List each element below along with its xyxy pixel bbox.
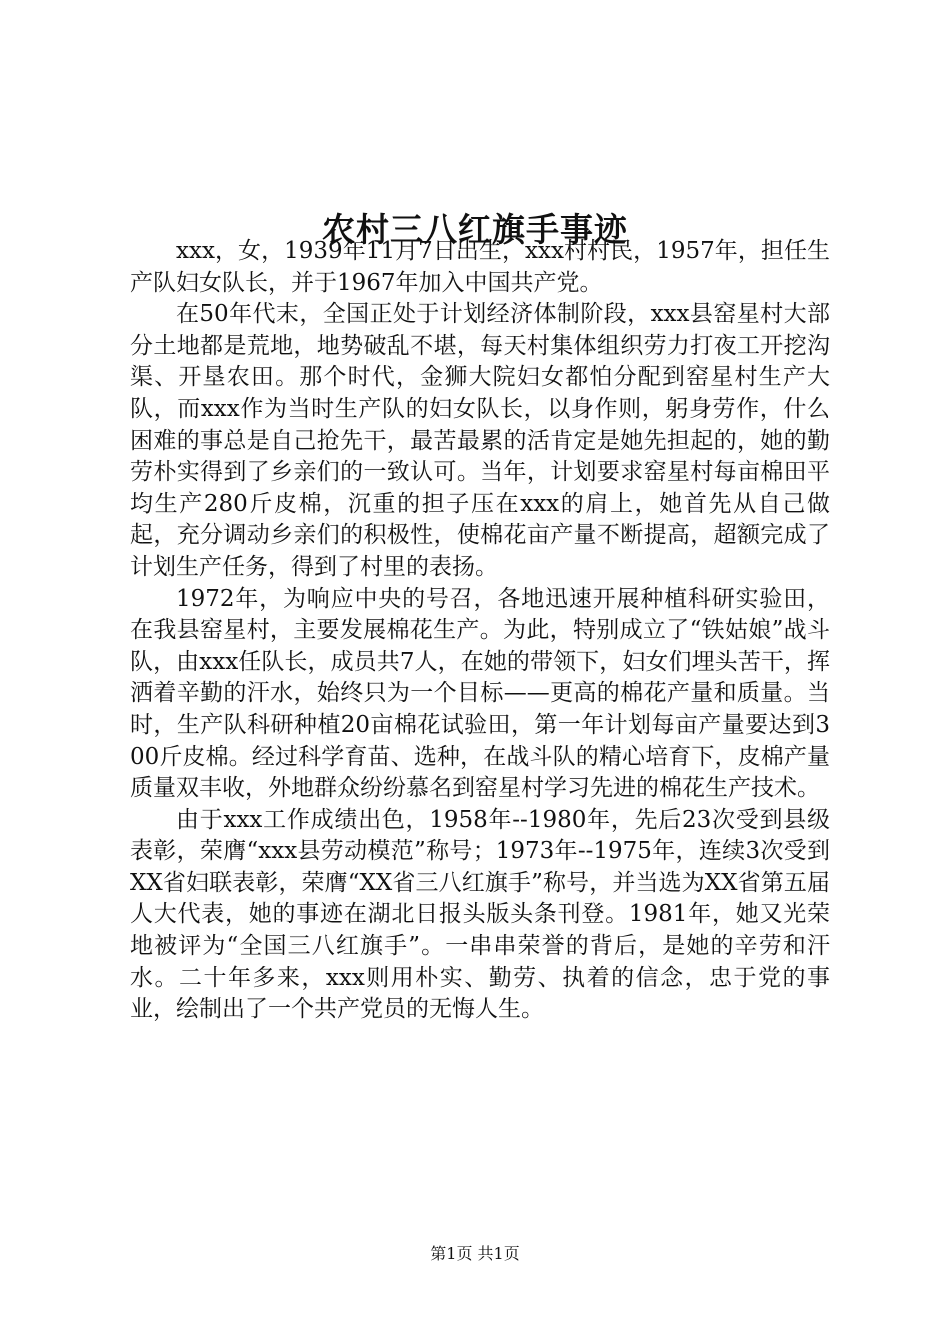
page-footer: 第1页 共1页	[430, 1244, 520, 1263]
document-body	[130, 236, 830, 1026]
paragraph-4: 由于xxx工作成绩出色，1958年--1980年，先后23次受到县级表彰，荣膺“xxx县劳动模范”称号；1973年--1975年，连续3次受到XX省妇联表彰，荣膺“XX省三八红旗手”称号，并当选为XX省第五届人大代表，她的事迹在湖北日报头版头条刊登。1981年，她又光荣地被评为“全国三八红旗手”。一串串荣誉的背后，是她的辛劳和汗水。二十年多来，xxx则用朴实、勤劳、执着的信念，忠于党的事业，绘制出了一个共产党员的无悔人生。	[130, 806, 830, 1023]
paragraph-2: 在50年代末，全国正处于计划经济体制阶段，xxx县窑星村大部分土地都是荒地，地势破乱不堪，每天村集体组织劳力打夜工开挖沟渠、开垦农田。那个时代，金狮大院妇女都怕分配到窑星村生产大队，而xxx作为当时生产队的妇女队长，以身作则，躬身劳作，什么困难的事总是自己抢先干，最苦最累的活肯定是她先担起的，她的勤劳朴实得到了乡亲们的一致认可。当年，计划要求窑星村每亩棉田平均生产280斤皮棉，沉重的担子压在xxx的肩上，她首先从自己做起，充分调动乡亲们的积极性，使棉花亩产量不断提高，超额完成了计划生产任务，得到了村里的表扬。	[130, 301, 830, 580]
paragraph-3: 1972年，为响应中央的号召，各地迅速开展种植科研实验田，在我县窑星村，主要发展棉花生产。为此，特别成立了“铁姑娘”战斗队，由xxx任队长，成员共7人，在她的带领下，妇女们埋头苦干，挥洒着辛勤的汗水，始终只为一个目标——更高的棉花产量和质量。当时，生产队科研种植20亩棉花试验田，第一年计划每亩产量要达到300斤皮棉。经过科学育苗、选种，在战斗队的精心培育下，皮棉产量质量双丰收，外地群众纷纷慕名到窑星村学习先进的棉花生产技术。	[130, 585, 830, 802]
document-title: 农村三八红旗手事迹	[322, 210, 628, 250]
paragraph-1: xxx，女，1939年11月7日出生，xxx村村民，1957年，担任生产队妇女队长，并于1967年加入中国共产党。	[130, 238, 830, 296]
